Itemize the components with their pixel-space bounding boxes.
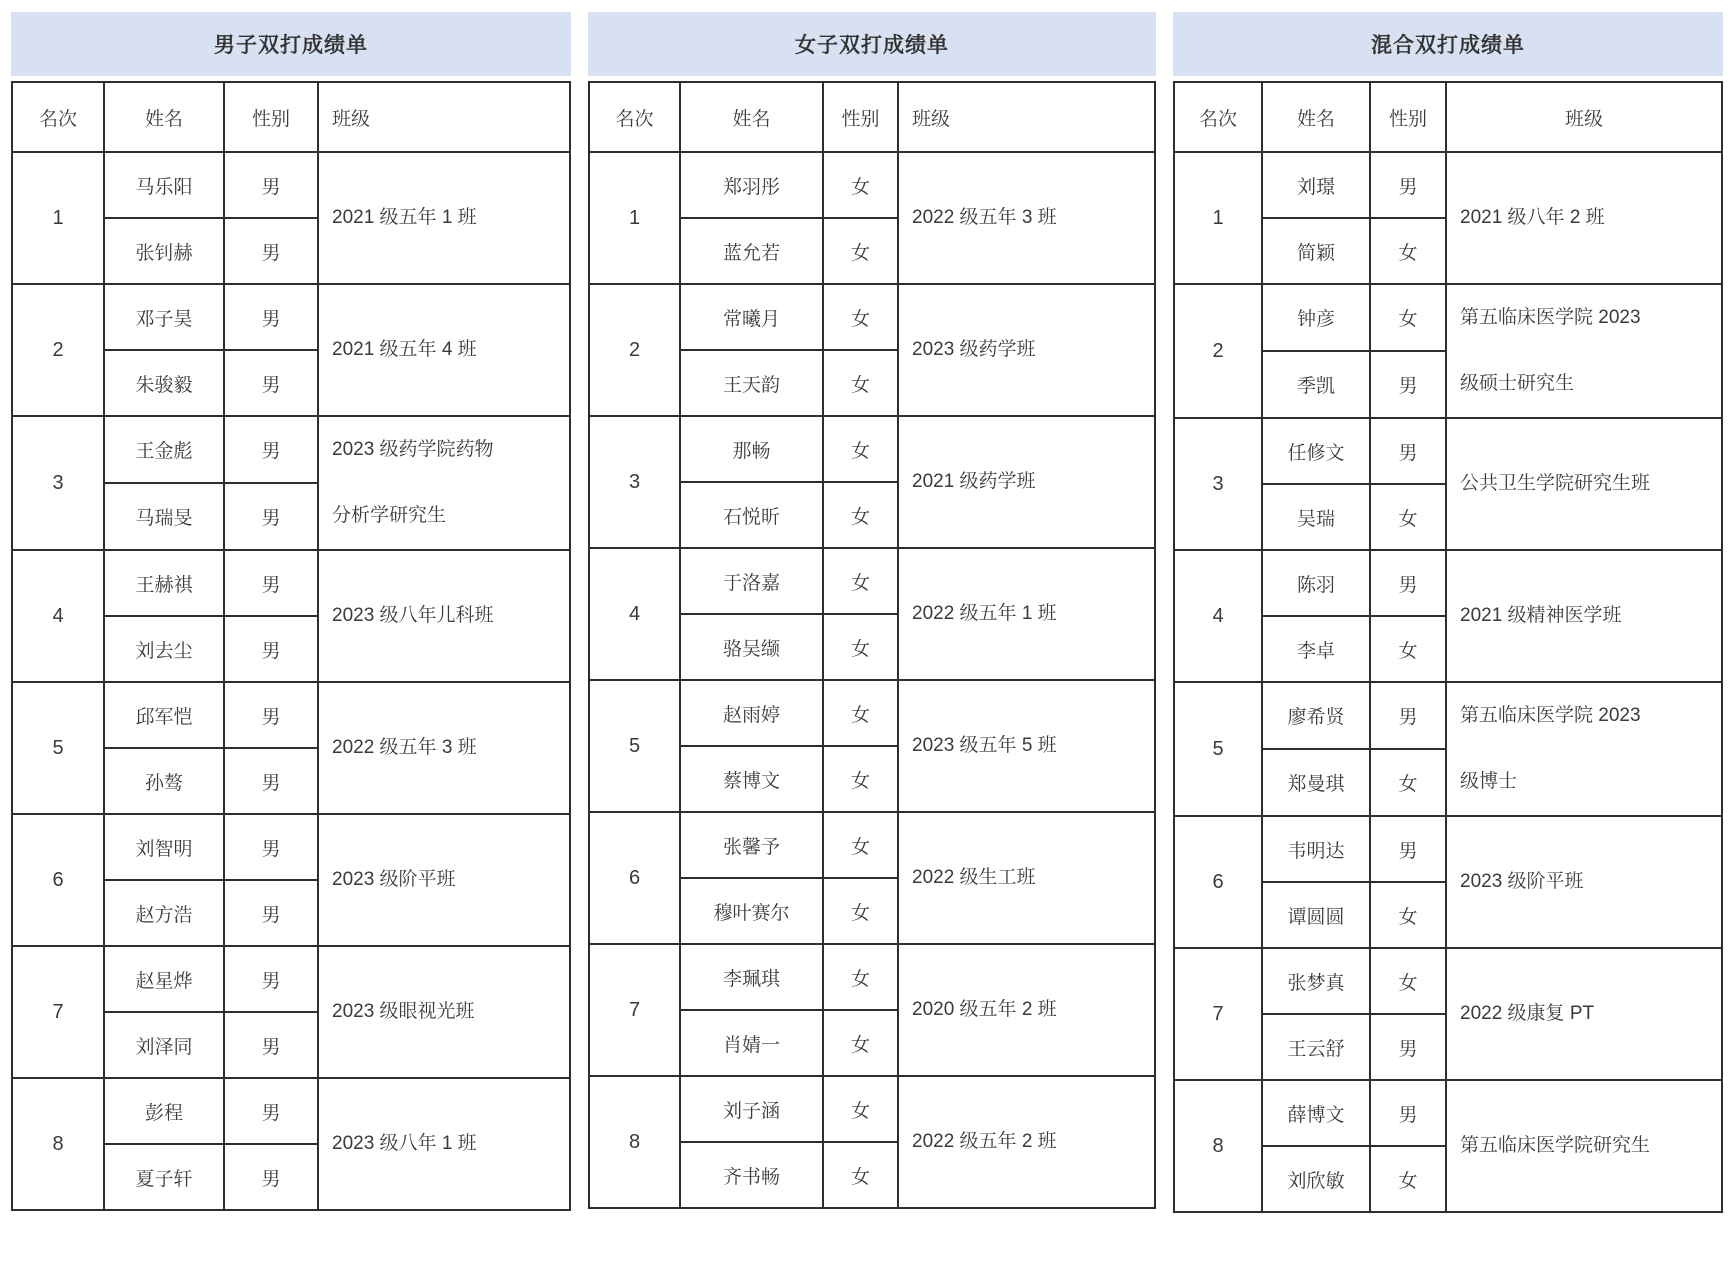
rank-cell: 2 <box>12 284 104 416</box>
gender-cell: 女 <box>823 482 898 548</box>
gender-cell: 男 <box>1370 550 1446 616</box>
class-cell <box>1446 1080 1722 1212</box>
class-cell <box>1446 948 1722 1080</box>
gender-cell: 男 <box>224 682 318 748</box>
pair-row <box>12 550 570 616</box>
gender-cell: 男 <box>1370 816 1446 882</box>
gender-cell: 男 <box>1370 1014 1446 1080</box>
class-line: 2022 级五年 3 班 <box>912 207 1057 228</box>
table-womens-doubles <box>588 12 1156 1213</box>
class-cell <box>898 284 1155 416</box>
gender-header: 性别 <box>224 82 318 152</box>
player-name-cell: 张馨予 <box>680 812 823 878</box>
pair-row <box>1174 418 1722 484</box>
class-line: 2023 级阶平班 <box>332 869 456 890</box>
rank-cell: 5 <box>589 680 680 812</box>
player-name-cell: 齐书畅 <box>680 1142 823 1208</box>
class-line: 第五临床医学院 2023 <box>1460 307 1641 328</box>
class-cell <box>1446 284 1722 418</box>
gender-cell: 女 <box>1370 882 1446 948</box>
class-cell <box>898 548 1155 680</box>
gender-cell: 男 <box>224 152 318 218</box>
mixed-doubles-table <box>1173 81 1723 1213</box>
gender-cell: 男 <box>224 748 318 814</box>
player-name-cell: 孙骜 <box>104 748 224 814</box>
player-name-cell: 刘泽同 <box>104 1012 224 1078</box>
gender-cell: 男 <box>224 880 318 946</box>
name-header: 姓名 <box>104 82 224 152</box>
class-line: 2023 级药学班 <box>912 339 1036 360</box>
pair-row <box>12 682 570 748</box>
gender-cell: 女 <box>823 350 898 416</box>
rank-cell: 2 <box>1174 284 1262 418</box>
class-line: 2023 级药学院药物 <box>332 439 494 460</box>
gender-cell: 男 <box>224 218 318 284</box>
class-line: 2021 级精神医学班 <box>1460 605 1622 626</box>
class-cell <box>318 682 570 814</box>
pair-row <box>1174 948 1722 1014</box>
gender-cell: 男 <box>224 814 318 880</box>
class-line: 2021 级药学班 <box>912 471 1036 492</box>
player-name-cell: 肖婧一 <box>680 1010 823 1076</box>
rank-header: 名次 <box>1174 82 1262 152</box>
pair-row <box>12 416 570 483</box>
class-cell <box>318 416 570 550</box>
gender-cell: 女 <box>823 614 898 680</box>
class-line: 2022 级五年 2 班 <box>912 1131 1057 1152</box>
rank-cell: 4 <box>589 548 680 680</box>
rank-cell: 8 <box>12 1078 104 1210</box>
table-title-mens-doubles: 男子双打成绩单 <box>11 12 571 76</box>
player-name-cell: 马瑞旻 <box>104 483 224 550</box>
class-cell <box>1446 418 1722 550</box>
player-name-cell: 夏子轩 <box>104 1144 224 1210</box>
class-cell <box>898 680 1155 812</box>
player-name-cell: 李珮琪 <box>680 944 823 1010</box>
class-cell <box>1446 682 1722 816</box>
rank-cell: 6 <box>12 814 104 946</box>
gender-cell: 女 <box>823 746 898 812</box>
rank-cell: 3 <box>12 416 104 550</box>
pair-row <box>589 1076 1155 1142</box>
class-line: 级硕士研究生 <box>1460 373 1575 394</box>
rank-cell: 2 <box>589 284 680 416</box>
pair-row <box>12 152 570 218</box>
class-cell <box>318 1078 570 1210</box>
pair-row <box>1174 152 1722 218</box>
player-name-cell: 任修文 <box>1262 418 1370 484</box>
player-name-cell: 刘璟 <box>1262 152 1370 218</box>
rank-cell: 6 <box>1174 816 1262 948</box>
rank-cell: 1 <box>12 152 104 284</box>
pair-row <box>589 812 1155 878</box>
gender-cell: 男 <box>224 1012 318 1078</box>
gender-cell: 男 <box>224 284 318 350</box>
class-line: 级博士 <box>1460 771 1518 792</box>
class-cell <box>1446 816 1722 948</box>
rank-header: 名次 <box>12 82 104 152</box>
player-name-cell: 李卓 <box>1262 616 1370 682</box>
rank-cell: 7 <box>1174 948 1262 1080</box>
player-name-cell: 廖希贤 <box>1262 682 1370 749</box>
gender-cell: 女 <box>1370 749 1446 816</box>
class-line: 2021 级五年 1 班 <box>332 207 477 228</box>
player-name-cell: 王金彪 <box>104 416 224 483</box>
player-name-cell: 邱军恺 <box>104 682 224 748</box>
pair-row <box>589 680 1155 746</box>
pair-row <box>589 416 1155 482</box>
rank-cell: 4 <box>12 550 104 682</box>
gender-cell: 女 <box>1370 484 1446 550</box>
table-mens-doubles <box>11 12 571 1213</box>
class-line: 2022 级生工班 <box>912 867 1036 888</box>
class-line: 第五临床医学院研究生 <box>1460 1135 1651 1156</box>
player-name-cell: 王天韵 <box>680 350 823 416</box>
gender-cell: 男 <box>224 946 318 1012</box>
gender-cell: 女 <box>823 284 898 350</box>
gender-cell: 男 <box>224 350 318 416</box>
gender-cell: 女 <box>823 152 898 218</box>
pair-row <box>1174 284 1722 351</box>
class-line: 2023 级五年 5 班 <box>912 735 1057 756</box>
player-name-cell: 邓子昊 <box>104 284 224 350</box>
rank-cell: 8 <box>1174 1080 1262 1212</box>
player-name-cell: 季凯 <box>1262 351 1370 418</box>
rank-cell: 7 <box>12 946 104 1078</box>
rank-cell: 7 <box>589 944 680 1076</box>
rank-header: 名次 <box>589 82 680 152</box>
class-line: 2021 级八年 2 班 <box>1460 207 1605 228</box>
class-cell <box>318 946 570 1078</box>
player-name-cell: 那畅 <box>680 416 823 482</box>
player-name-cell: 赵星烨 <box>104 946 224 1012</box>
gender-cell: 男 <box>224 616 318 682</box>
table-mixed-doubles <box>1173 12 1723 1213</box>
gender-cell: 男 <box>1370 682 1446 749</box>
player-name-cell: 刘欣敏 <box>1262 1146 1370 1212</box>
class-line: 2023 级阶平班 <box>1460 871 1584 892</box>
mens-doubles-table <box>11 81 571 1211</box>
player-name-cell: 刘子涵 <box>680 1076 823 1142</box>
class-line: 2023 级八年儿科班 <box>332 605 494 626</box>
class-cell <box>318 550 570 682</box>
gender-cell: 男 <box>224 550 318 616</box>
player-name-cell: 王云舒 <box>1262 1014 1370 1080</box>
player-name-cell: 朱骏毅 <box>104 350 224 416</box>
pair-row <box>12 1078 570 1144</box>
player-name-cell: 郑曼琪 <box>1262 749 1370 816</box>
class-cell <box>898 944 1155 1076</box>
class-line: 2022 级康复 PT <box>1460 1003 1595 1024</box>
gender-cell: 女 <box>1370 284 1446 351</box>
class-line: 2020 级五年 2 班 <box>912 999 1057 1020</box>
class-cell <box>898 812 1155 944</box>
header-row <box>12 82 570 152</box>
gender-cell: 女 <box>823 680 898 746</box>
rank-cell: 5 <box>12 682 104 814</box>
header-row <box>589 82 1155 152</box>
rank-cell: 3 <box>589 416 680 548</box>
name-header: 姓名 <box>1262 82 1370 152</box>
rank-cell: 6 <box>589 812 680 944</box>
player-name-cell: 刘智明 <box>104 814 224 880</box>
class-header: 班级 <box>898 82 1155 152</box>
player-name-cell: 钟彦 <box>1262 284 1370 351</box>
gender-cell: 男 <box>224 1078 318 1144</box>
class-header: 班级 <box>1446 82 1722 152</box>
gender-cell: 男 <box>1370 1080 1446 1146</box>
gender-cell: 女 <box>823 1076 898 1142</box>
player-name-cell: 常曦月 <box>680 284 823 350</box>
pair-row <box>1174 816 1722 882</box>
class-cell <box>898 1076 1155 1208</box>
pair-row <box>589 548 1155 614</box>
gender-cell: 男 <box>224 483 318 550</box>
class-line: 2023 级眼视光班 <box>332 1001 475 1022</box>
class-line: 第五临床医学院 2023 <box>1460 705 1641 726</box>
player-name-cell: 薛博文 <box>1262 1080 1370 1146</box>
class-cell <box>1446 550 1722 682</box>
pair-row <box>1174 682 1722 749</box>
player-name-cell: 张梦真 <box>1262 948 1370 1014</box>
class-line: 2022 级五年 3 班 <box>332 737 477 758</box>
gender-cell: 女 <box>823 944 898 1010</box>
player-name-cell: 谭圆圆 <box>1262 882 1370 948</box>
gender-cell: 女 <box>1370 1146 1446 1212</box>
class-cell <box>898 416 1155 548</box>
pair-row <box>1174 550 1722 616</box>
player-name-cell: 彭程 <box>104 1078 224 1144</box>
rank-cell: 8 <box>589 1076 680 1208</box>
class-line: 2023 级八年 1 班 <box>332 1133 477 1154</box>
gender-cell: 女 <box>1370 218 1446 284</box>
rank-cell: 1 <box>1174 152 1262 284</box>
class-line: 2021 级五年 4 班 <box>332 339 477 360</box>
gender-cell: 女 <box>823 1142 898 1208</box>
gender-cell: 女 <box>1370 948 1446 1014</box>
player-name-cell: 穆叶赛尔 <box>680 878 823 944</box>
player-name-cell: 马乐阳 <box>104 152 224 218</box>
pair-row <box>1174 1080 1722 1146</box>
player-name-cell: 刘去尘 <box>104 616 224 682</box>
player-name-cell: 赵方浩 <box>104 880 224 946</box>
rank-cell: 5 <box>1174 682 1262 816</box>
gender-cell: 女 <box>823 218 898 284</box>
player-name-cell: 蓝允若 <box>680 218 823 284</box>
rank-cell: 1 <box>589 152 680 284</box>
gender-cell: 女 <box>823 1010 898 1076</box>
pair-row <box>589 944 1155 1010</box>
class-cell <box>318 284 570 416</box>
player-name-cell: 韦明达 <box>1262 816 1370 882</box>
player-name-cell: 石悦昕 <box>680 482 823 548</box>
pair-row <box>589 152 1155 218</box>
class-header: 班级 <box>318 82 570 152</box>
player-name-cell: 陈羽 <box>1262 550 1370 616</box>
gender-cell: 女 <box>823 878 898 944</box>
player-name-cell: 郑羽彤 <box>680 152 823 218</box>
class-cell <box>318 814 570 946</box>
pair-row <box>12 814 570 880</box>
gender-cell: 男 <box>1370 418 1446 484</box>
class-line: 2022 级五年 1 班 <box>912 603 1057 624</box>
player-name-cell: 赵雨婷 <box>680 680 823 746</box>
gender-cell: 女 <box>1370 616 1446 682</box>
header-row <box>1174 82 1722 152</box>
pair-row <box>12 946 570 1012</box>
gender-header: 性别 <box>823 82 898 152</box>
gender-cell: 女 <box>823 812 898 878</box>
gender-header: 性别 <box>1370 82 1446 152</box>
gender-cell: 女 <box>823 548 898 614</box>
gender-cell: 男 <box>224 416 318 483</box>
pair-row <box>12 284 570 350</box>
player-name-cell: 于洛嘉 <box>680 548 823 614</box>
player-name-cell: 简颖 <box>1262 218 1370 284</box>
womens-doubles-table <box>588 81 1156 1209</box>
table-title-womens-doubles: 女子双打成绩单 <box>588 12 1156 76</box>
class-line: 公共卫生学院研究生班 <box>1460 473 1651 494</box>
name-header: 姓名 <box>680 82 823 152</box>
rank-cell: 4 <box>1174 550 1262 682</box>
gender-cell: 女 <box>823 416 898 482</box>
player-name-cell: 骆吴缬 <box>680 614 823 680</box>
class-cell <box>898 152 1155 284</box>
gender-cell: 男 <box>224 1144 318 1210</box>
gender-cell: 男 <box>1370 351 1446 418</box>
rank-cell: 3 <box>1174 418 1262 550</box>
player-name-cell: 蔡博文 <box>680 746 823 812</box>
pair-row <box>589 284 1155 350</box>
class-cell <box>318 152 570 284</box>
player-name-cell: 吴瑞 <box>1262 484 1370 550</box>
class-line: 分析学研究生 <box>332 505 447 526</box>
table-title-mixed-doubles: 混合双打成绩单 <box>1173 12 1723 76</box>
player-name-cell: 王赫祺 <box>104 550 224 616</box>
class-cell <box>1446 152 1722 284</box>
gender-cell: 男 <box>1370 152 1446 218</box>
player-name-cell: 张钊赫 <box>104 218 224 284</box>
